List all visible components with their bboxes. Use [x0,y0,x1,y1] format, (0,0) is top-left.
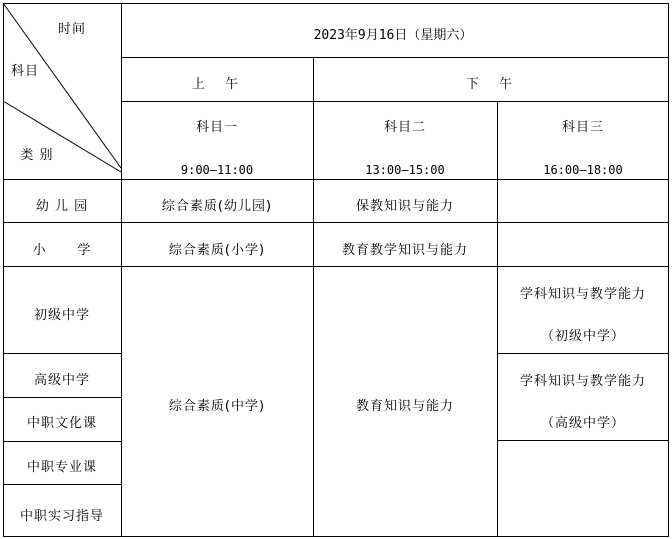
category-vocational-culture: 中职文化课 [26,416,98,431]
subject3-time: 16:00—18:00 [543,163,623,177]
kindergarten-subject1: 综合素质(幼儿园) [161,199,273,214]
category-senior-high: 高级中学 [33,373,91,388]
category-vocational-internship: 中职实习指导 [19,509,105,524]
senior-subject3-line1: 学科知识与教学能力 [519,374,647,389]
exam-date: 2023年9月16日（星期六） [313,28,473,43]
primary-subject2: 教育教学知识与能力 [341,243,469,258]
secondary-subject1: 综合素质(中学) [168,399,266,414]
subject3-name: 科目三 [561,120,605,135]
subject2-name: 科目二 [383,120,427,135]
primary-subject1: 综合素质(小学) [168,243,266,258]
corner-subject-label: 科目 [10,64,40,79]
junior-subject3-line2: （初级中学） [540,329,626,344]
subject1-time: 9:00—11:00 [180,163,254,177]
corner-time-label: 时间 [57,22,87,37]
morning-label: 上 午 [191,77,243,92]
category-junior-high: 初级中学 [33,308,91,323]
senior-subject3-line2: （高级中学） [540,416,626,431]
subject2-time: 13:00—15:00 [365,163,445,177]
kindergarten-subject2: 保教知识与能力 [355,199,455,214]
category-vocational-major: 中职专业课 [26,460,98,475]
category-kindergarten: 幼 儿 园 [35,199,89,214]
secondary-subject2: 教育知识与能力 [355,399,455,414]
corner-category-label: 类 别 [20,148,54,163]
subject1-name: 科目一 [195,120,239,135]
category-primary: 小 学 [32,243,92,258]
afternoon-label: 下 午 [465,77,517,92]
junior-subject3-line1: 学科知识与教学能力 [519,287,647,302]
